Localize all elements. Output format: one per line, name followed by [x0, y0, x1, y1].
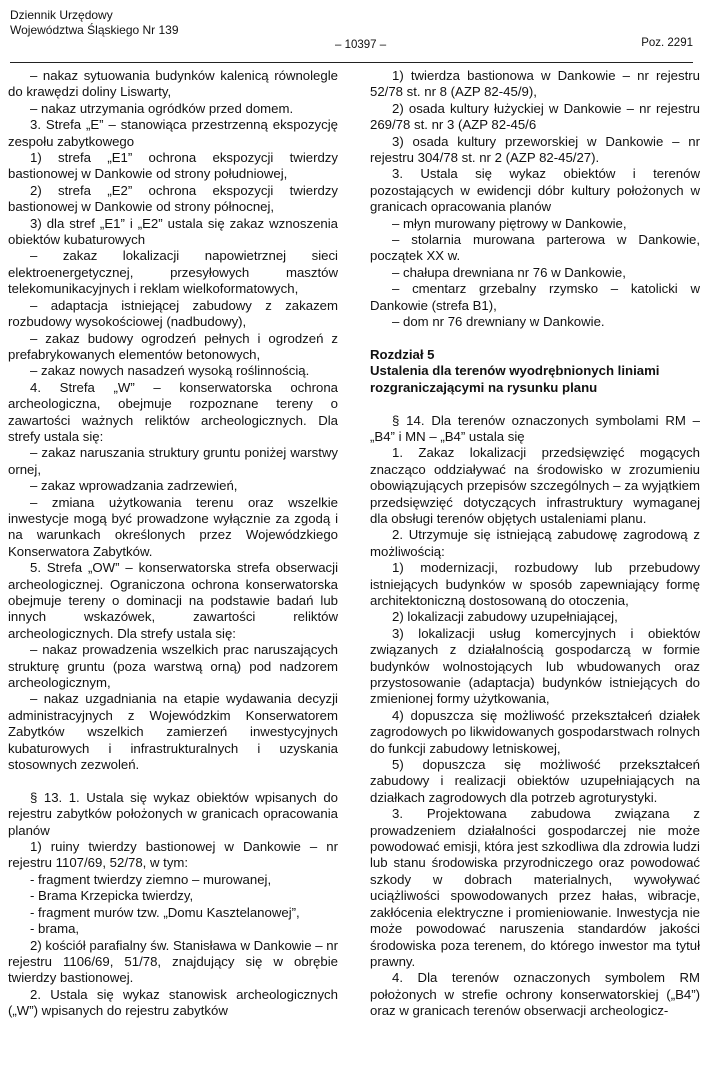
paragraph: 2. Ustala się wykaz stanowisk archeologicznych („W”) wpisanych do rejestru zabytków — [8, 986, 338, 1019]
paragraph: 1) ruiny twierdzy bastionowej w Dankowie – nr rejestru 1107/69, 52/78, w tym: — [8, 839, 338, 871]
page-header — [10, 8, 693, 58]
paragraph: 3) lokalizacji usług komercyjnych i obiektów związanych z działalnością gospodarczą w formie budynków wolnostojących lub wbudowanych oraz przystosowanie (adaptacja) budynków istniejących do zmienionej formy użytkowania, — [370, 625, 700, 707]
paragraph: – zakaz lokalizacji napowietrznej sieci elektroenergetycznej, przesyłowych masztów telekomunikacyjnych i reklam wielkoformatowych, — [8, 248, 338, 297]
paragraph: - Brama Krzepicka twierdzy, — [30, 888, 194, 904]
paragraph: 2. Utrzymuje się istniejącą zabudowę zagrodową z możliwością: — [370, 527, 700, 559]
page-number: – 10397 – — [335, 39, 387, 51]
paragraph: – dom nr 76 drewniany w Dankowie. — [392, 314, 605, 330]
paragraph: 4) dopuszcza się możliwość przekształceń działek zagrodowych po likwidowanych gospodarstwach rolnych do funkcji zabudowy letniskowej, — [370, 707, 700, 756]
paragraph: – nakaz uzgadniania na etapie wydawania decyzji administracyjnych z Wojewódzkim Konserwatorem Zabytków wszelkich zamierzeń inwestycyjnych kubaturowych i infrastrukturalnych i uzyskania stosownych zezwoleń. — [8, 691, 338, 773]
paragraph: 4. Dla terenów oznaczonych symbolem RM położonych w strefie ochrony konserwatorskiej („B4”) oraz w granicach terenów obserwacji archeologicz- — [370, 970, 700, 1019]
paragraph: 1) modernizacji, rozbudowy lub przebudowy istniejących budynków w sposób zapewniający formę architektoniczną dostosowaną do otoczenia, — [370, 560, 700, 608]
paragraph: – cmentarz grzebalny rzymsko – katolicki w Dankowie (strefa B1), — [370, 281, 700, 313]
paragraph: – zakaz nowych nasadzeń wysoką roślinnością. — [30, 363, 310, 379]
chapter-title: Rozdział 5 — [370, 346, 435, 362]
paragraph: 5) dopuszcza się możliwość przekształceń zabudowy i realizacji obiektów uzupełniających na działkach zagrodowych dla potrzeb agroturystyki. — [370, 757, 700, 805]
paragraph: 3) dla stref „E1” i „E2” ustala się zakaz wznoszenia obiektów kubaturowych — [8, 215, 338, 248]
section-13-intro: § 13. 1. Ustala się wykaz obiektów wpisanych do rejestru zabytków położonych w granicach opracowania planów — [8, 789, 338, 838]
paragraph: - fragment murów tzw. „Domu Kasztelanowej”, — [30, 904, 300, 920]
left-column — [8, 68, 338, 1020]
journal-title-line1: Dziennik Urzędowy — [10, 8, 113, 22]
position-number: Poz. 2291 — [641, 37, 693, 49]
paragraph: – nakaz utrzymania ogródków przed domem. — [30, 100, 294, 116]
paragraph: 1) twierdza bastionowa w Dankowie – nr rejestru 52/78 st. nr 8 (AZP 82-45/9), — [370, 68, 700, 100]
paragraph: – zmiana użytkowania terenu oraz wszelkie inwestycje mogą być prowadzone wyłącznie za zgodą i na warunkach określonych przez Wojewódzkiego Konserwatora Zabytków. — [8, 494, 338, 559]
paragraph: – zakaz naruszania struktury gruntu poniżej warstwy ornej, — [8, 445, 338, 477]
paragraph: - brama, — [30, 921, 80, 937]
journal-title — [10, 8, 179, 37]
paragraph: 3. Ustala się wykaz obiektów i terenów pozostających w ewidencji dóbr kultury położonych w granicach opracowania planów — [370, 166, 700, 215]
paragraph: - fragment twierdzy ziemno – murowanej, — [30, 871, 272, 887]
paragraph: 3. Projektowana zabudowa związana z prowadzeniem działalności gospodarczej nie może powodować emisji, która jest szkodliwa dla zdrowia ludzi lub stanu środowiska przyrodniczego oraz powodować szkody w dobrach materialnych, wywoływać uciążliwości spowodowanych przez hałas, wibracje, zakłócenia elektryczne i promieniowanie. Inwestycja nie może powodować naruszenia standardów jakości środowiska poza terenem, do którego inwestor ma tytuł prawny. — [370, 806, 700, 969]
paragraph: – zakaz budowy ogrodzeń pełnych i ogrodzeń z prefabrykowanych elementów betonowych, — [8, 330, 338, 362]
paragraph: – stolarnia murowana parterowa w Dankowie, początek XX w. — [370, 232, 700, 264]
section-14-intro: § 14. Dla terenów oznaczonych symbolami RM – „B4” i MN – „B4” ustala się — [370, 412, 700, 444]
paragraph: – chałupa drewniana nr 76 w Dankowie, — [392, 264, 626, 280]
paragraph: 3. Strefa „E” – stanowiąca przestrzenną ekspozycję zespołu zabytkowego — [8, 117, 338, 149]
paragraph: 2) osada kultury łużyckiej w Dankowie – nr rejestru 269/78 st. nr 3 (AZP 82-45/6 — [370, 100, 700, 133]
chapter-subtitle: Ustalenia dla terenów wyodrębnionych liniami rozgraniczającymi na rysunku planu — [370, 363, 660, 395]
paragraph: 2) strefa „E2” ochrona ekspozycji twierdzy bastionowej w Dankowie od strony północnej, — [8, 182, 338, 215]
header-rule — [10, 62, 693, 63]
paragraph: 2) kościół parafialny św. Stanisława w Dankowie – nr rejestru 1106/69, 51/78, znajdujący się w obrębie twierdzy bastionowej. — [8, 937, 338, 986]
paragraph: 4. Strefa „W” – konserwatorska ochrona archeologiczna, obejmuje rozpoznane tereny o zawartości ważnych reliktów archeologicznych. Dla strefy ustala się: — [8, 379, 338, 444]
paragraph: 5. Strefa „OW” – konserwatorska strefa obserwacji archeologicznej. Ograniczona ochrona konserwatorska obejmuje tereny o dominacji na podstawie badań lub innych wskazówek, zawartości reliktów archeologicznych. Dla strefy ustala się: — [8, 560, 338, 641]
right-column — [370, 68, 700, 1020]
paragraph: 2) lokalizacji zabudowy uzupełniającej, — [392, 609, 618, 625]
paragraph: – zakaz wprowadzania zadrzewień, — [30, 478, 238, 494]
paragraph: 1. Zakaz lokalizacji przedsięwzięć mogących znacząco oddziaływać na środowisko w zrozumieniu obowiązujących przepisów szczególnych – za wyjątkiem przedsięwzięć dotyczących infrastruktury wymaganej dla obsługi terenów objętych ustaleniami planu. — [370, 445, 700, 526]
paragraph: 1) strefa „E1” ochrona ekspozycji twierdzy bastionowej w Dankowie od strony południowej, — [8, 150, 338, 182]
paragraph: – nakaz sytuowania budynków kalenicą równolegle do krawędzi doliny Liswarty, — [8, 68, 338, 100]
paragraph: – młyn murowany piętrowy w Dankowie, — [392, 215, 627, 231]
paragraph: 3) osada kultury przeworskiej w Dankowie – nr rejestru 304/78 st. nr 2 (AZP 82-45/27). — [370, 133, 700, 166]
journal-title-line2: Województwa Śląskiego Nr 139 — [10, 22, 179, 37]
paragraph: – adaptacja istniejącej zabudowy z zakazem rozbudowy wysokościowej (nadbudowy), — [8, 297, 338, 330]
paragraph: – nakaz prowadzenia wszelkich prac naruszających strukturę gruntu (poza warstwą orną) pod nadzorem archeologicznym, — [8, 642, 338, 691]
